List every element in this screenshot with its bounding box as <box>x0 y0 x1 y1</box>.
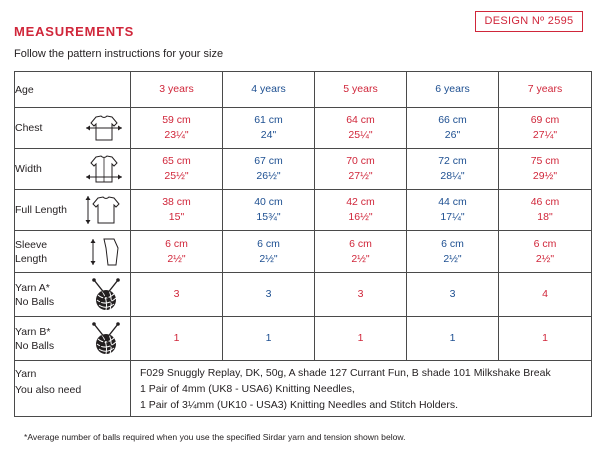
table-row <box>15 149 592 190</box>
sleeve-value: 6 cm 2½" <box>499 231 592 273</box>
full-length-label: Full Length <box>15 204 67 216</box>
chest-value: 61 cm 24" <box>223 108 315 149</box>
yarn-b-label-2: No Balls <box>15 339 55 352</box>
sleeve-value: 6 cm 2½" <box>407 231 499 273</box>
sleeve-value: 6 cm 2½" <box>315 231 407 273</box>
chest-value: 66 cm 26" <box>407 108 499 149</box>
width-value: 70 cm 27½" <box>315 149 407 190</box>
yarn-b-balls: 1 <box>407 317 499 361</box>
needles-line: 1 Pair of 3¼mm (UK10 - USA3) Knitting Needles and Stitch Holders. <box>140 398 459 411</box>
length-value: 46 cm 18" <box>499 190 592 231</box>
table-row <box>15 273 592 317</box>
age-label: Age <box>15 72 131 108</box>
length-value: 42 cm 16½" <box>315 190 407 231</box>
width-label: Width <box>15 163 42 175</box>
yarn-a-balls: 4 <box>499 273 592 317</box>
size-header: 3 years <box>131 72 223 108</box>
sleeve-value: 6 cm 2½" <box>131 231 223 273</box>
yarn-ball-icon <box>88 278 124 312</box>
chest-value: 69 cm 27¼" <box>499 108 592 149</box>
yarn-b-balls: 1 <box>131 317 223 361</box>
length-value: 38 cm 15" <box>131 190 223 231</box>
footnote: *Average number of balls required when you use the specified Sirdar yarn and tension shown below. <box>24 432 406 442</box>
sleeve-measure-icon <box>84 236 124 268</box>
measurements-table <box>14 71 592 417</box>
yarn-a-balls: 3 <box>407 273 499 317</box>
length-value: 44 cm 17¼" <box>407 190 499 231</box>
table-row <box>15 361 592 417</box>
needles-line: 1 Pair of 4mm (UK8 - USA6) Knitting Needles, <box>140 382 355 395</box>
yarn-b-label: Yarn B* <box>15 325 51 338</box>
chest-value: 59 cm 23¼" <box>131 108 223 149</box>
sleeve-value: 6 cm 2½" <box>223 231 315 273</box>
sleeve-label-2: Length <box>15 252 48 265</box>
width-value: 65 cm 25½" <box>131 149 223 190</box>
size-header: 4 years <box>223 72 315 108</box>
yarn-details <box>131 361 592 417</box>
length-measure-icon <box>84 194 124 226</box>
yarn-a-label-2: No Balls <box>15 295 55 308</box>
yarn-a-balls: 3 <box>315 273 407 317</box>
row-label <box>15 149 131 190</box>
width-measure-icon <box>84 153 124 185</box>
row-label <box>15 231 131 273</box>
yarn-a-balls: 3 <box>223 273 315 317</box>
width-value: 67 cm 26½" <box>223 149 315 190</box>
yarn-b-balls: 1 <box>499 317 592 361</box>
table-row <box>15 317 592 361</box>
yarn-a-label: Yarn A* <box>15 281 50 294</box>
size-header: 7 years <box>499 72 592 108</box>
yarn-label: Yarn <box>15 367 37 380</box>
size-header: 5 years <box>315 72 407 108</box>
row-label <box>15 190 131 231</box>
instructions-subtitle: Follow the pattern instructions for your size <box>14 48 224 60</box>
length-value: 40 cm 15¾" <box>223 190 315 231</box>
chest-measure-icon <box>84 113 124 143</box>
row-label <box>15 108 131 149</box>
table-row <box>15 231 592 273</box>
yarn-description: F029 Snuggly Replay, DK, 50g, A shade 127 Currant Fun, B shade 101 Milkshake Break <box>140 366 551 379</box>
yarn-b-balls: 1 <box>223 317 315 361</box>
row-label <box>15 273 131 317</box>
yarn-b-balls: 1 <box>315 317 407 361</box>
also-need-label: You also need <box>15 383 82 396</box>
table-row <box>15 72 592 108</box>
width-value: 75 cm 29½" <box>499 149 592 190</box>
row-label <box>15 361 131 417</box>
width-value: 72 cm 28¼" <box>407 149 499 190</box>
yarn-a-balls: 3 <box>131 273 223 317</box>
sleeve-label: Sleeve <box>15 238 48 251</box>
yarn-ball-icon <box>88 322 124 356</box>
size-header: 6 years <box>407 72 499 108</box>
design-number-badge: DESIGN Nº 2595 <box>475 11 583 32</box>
page-title: MEASUREMENTS <box>14 24 135 39</box>
chest-value: 64 cm 25¼" <box>315 108 407 149</box>
table-row <box>15 190 592 231</box>
chest-label: Chest <box>15 122 43 134</box>
table-row <box>15 108 592 149</box>
row-label <box>15 317 131 361</box>
